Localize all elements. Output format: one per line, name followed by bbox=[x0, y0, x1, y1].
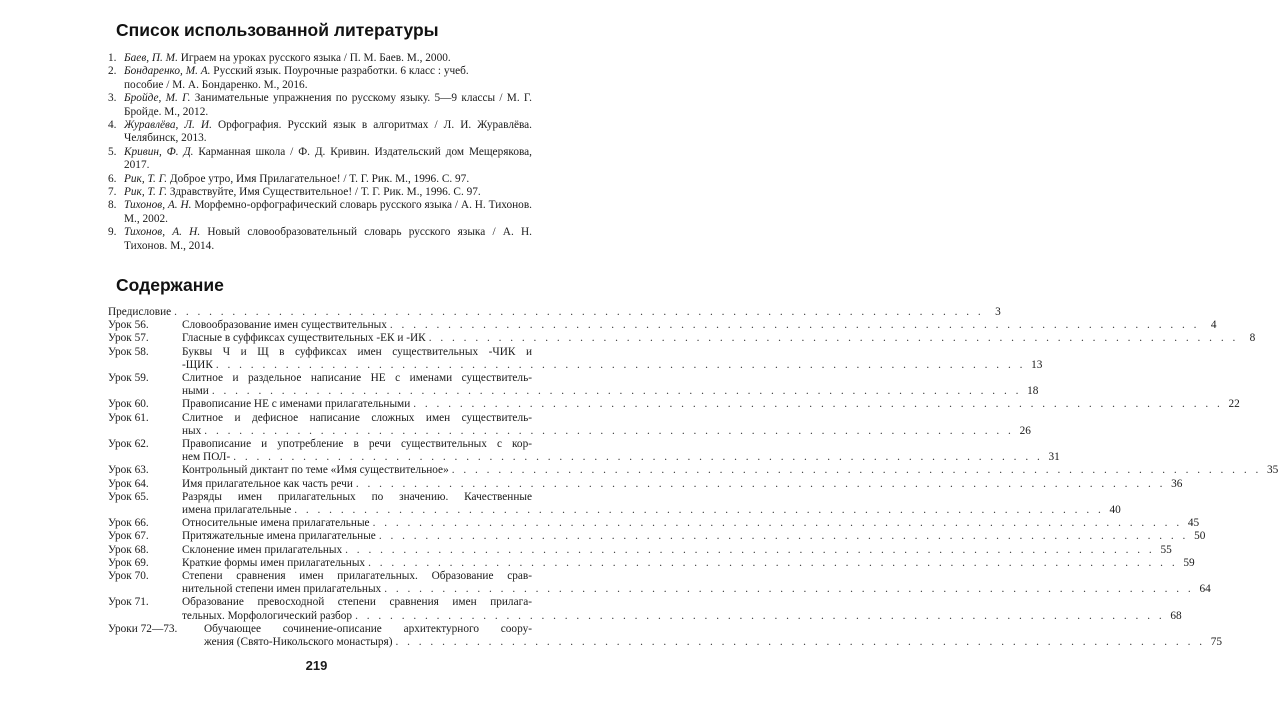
reference-author: Рик, Т. Г. bbox=[124, 186, 168, 199]
toc-row bbox=[108, 306, 1001, 319]
toc-line bbox=[204, 636, 1223, 649]
toc-lesson-label: Уроки 72—73. bbox=[108, 622, 178, 635]
toc-line bbox=[182, 517, 1200, 530]
toc-page-number: 40 bbox=[1109, 504, 1121, 517]
toc-row bbox=[108, 477, 1183, 491]
page-number: 219 bbox=[305, 658, 328, 673]
dot-leader: . . . . . . . . . . . . . . . . . . . . . . . . . . . . . . . . . . . . . . . . . . . . . . . . . . . . . . . . . . . . . . . . . . . . . . bbox=[389, 319, 1200, 332]
toc-entry-title: Разряды имен прилагательных по значению. Качественные bbox=[182, 490, 532, 503]
toc-lesson-label: Урок 61. bbox=[108, 411, 149, 424]
toc-entry-title: Имя прилагательное как часть речи bbox=[182, 477, 353, 490]
dot-leader: . . . . . . . . . . . . . . . . . . . . . . . . . . . . . . . . . . . . . . . . . . . . . . . . . . . . . . . . . . . . . . . . . . . . . . bbox=[174, 306, 984, 318]
reference-item bbox=[108, 199, 532, 226]
toc-row bbox=[108, 517, 1200, 530]
dot-leader: . . . . . . . . . . . . . . . . . . . . . . . . . . . . . . . . . . . . . . . . . . . . . . . . . . . . . . . . . . . . . . . . . . . . . . bbox=[428, 332, 1239, 345]
reference-item bbox=[108, 92, 532, 119]
toc-line bbox=[182, 424, 1031, 438]
reference-text bbox=[124, 226, 532, 253]
toc-page-number: 26 bbox=[1019, 424, 1031, 437]
toc-entry-title: Склонение имен прилагательных bbox=[182, 543, 343, 556]
toc-entry bbox=[182, 319, 1217, 332]
toc-page-number: 8 bbox=[1249, 332, 1256, 345]
dot-leader: . . . . . . . . . . . . . . . . . . . . . . . . . . . . . . . . . . . . . . . . . . . . . . . . . . . . . . . . . . . . . . . . . . . . . . bbox=[378, 530, 1189, 543]
toc-line bbox=[182, 385, 1039, 398]
toc-entry bbox=[182, 490, 1121, 517]
toc-line bbox=[182, 543, 1172, 557]
toc-entry bbox=[108, 306, 1001, 319]
reference-line: Играем на уроках русского языка / П. М. Баев. М., 2000. bbox=[177, 52, 451, 64]
toc-line bbox=[182, 451, 1060, 464]
reference-author: Кривин, Ф. Д. bbox=[124, 145, 194, 158]
reference-author: Бройде, М. Г. bbox=[124, 92, 191, 105]
reference-number: 9. bbox=[108, 226, 117, 239]
toc-line bbox=[182, 477, 1183, 491]
toc-lesson-label: Урок 67. bbox=[108, 530, 149, 543]
dot-leader: . . . . . . . . . . . . . . . . . . . . . . . . . . . . . . . . . . . . . . . . . . . . . . . . . . . . . . . . . . . . . . . . . . . . . . bbox=[345, 543, 1155, 556]
toc-line bbox=[182, 319, 1217, 332]
toc-line bbox=[182, 438, 532, 451]
reference-item bbox=[108, 173, 532, 186]
toc-line bbox=[204, 623, 532, 636]
toc-row bbox=[108, 556, 1195, 570]
reference-number: 1. bbox=[108, 52, 117, 64]
toc-entry-title: Правописание и употребление в речи существительных с кор- bbox=[182, 438, 532, 451]
toc-page-number: 3 bbox=[995, 306, 1001, 318]
dot-leader: . . . . . . . . . . . . . . . . . . . . . . . . . . . . . . . . . . . . . . . . . . . . . . . . . . . . . . . . . . . . . . . . . . . . . . bbox=[204, 424, 1014, 437]
toc-row bbox=[108, 543, 1172, 557]
toc-entry bbox=[182, 438, 1060, 464]
reference-author: Журавлёва, Л. И. bbox=[124, 119, 212, 132]
toc-page-number: 50 bbox=[1194, 530, 1206, 543]
toc-row bbox=[108, 464, 1278, 477]
dot-leader: . . . . . . . . . . . . . . . . . . . . . . . . . . . . . . . . . . . . . . . . . . . . . . . . . . . . . . . . . . . . . . . . . . . . . . bbox=[372, 517, 1183, 530]
toc-page-number: 36 bbox=[1171, 477, 1183, 490]
dot-leader: . . . . . . . . . . . . . . . . . . . . . . . . . . . . . . . . . . . . . . . . . . . . . . . . . . . . . . . . . . . . . . . . . . . . . . bbox=[395, 636, 1206, 649]
toc-page-number: 4 bbox=[1210, 319, 1217, 332]
toc-page-number: 13 bbox=[1031, 358, 1043, 371]
toc-entry-title: Относительные имена прилагательные bbox=[182, 517, 370, 530]
reference-number: 4. bbox=[108, 119, 117, 132]
dot-leader: . . . . . . . . . . . . . . . . . . . . . . . . . . . . . . . . . . . . . . . . . . . . . . . . . . . . . . . . . . . . . . . . . . . . . . bbox=[215, 358, 1026, 371]
reference-line: Доброе утро, Имя Прилагательное! / Т. Г. Рик. М., 1996. С. 97. bbox=[167, 172, 470, 185]
toc-lesson-label: Урок 69. bbox=[108, 556, 149, 569]
reference-author: Баев, П. М. bbox=[124, 52, 178, 64]
reference-author: Тихонов, А. Н. bbox=[124, 226, 201, 239]
toc-entry bbox=[182, 570, 1211, 596]
dot-leader: . . . . . . . . . . . . . . . . . . . . . . . . . . . . . . . . . . . . . . . . . . . . . . . . . . . . . . . . . . . . . . . . . . . . . . bbox=[413, 398, 1223, 411]
dot-leader: . . . . . . . . . . . . . . . . . . . . . . . . . . . . . . . . . . . . . . . . . . . . . . . . . . . . . . . . . . . . . . . . . . . . . . bbox=[384, 583, 1194, 596]
reference-number: 2. bbox=[108, 65, 117, 78]
contents-title: Содержание bbox=[116, 275, 224, 295]
toc-row bbox=[108, 438, 1060, 464]
toc-entry-continuation: имена прилагательные bbox=[182, 504, 292, 517]
toc-line bbox=[182, 332, 1256, 345]
toc-row bbox=[108, 490, 1121, 517]
toc-entry bbox=[182, 477, 1183, 491]
toc-lesson-label: Урок 57. bbox=[108, 332, 149, 345]
reference-item bbox=[108, 119, 532, 146]
toc-line bbox=[182, 504, 1121, 517]
toc-page-number: 22 bbox=[1228, 398, 1240, 411]
dot-leader: . . . . . . . . . . . . . . . . . . . . . . . . . . . . . . . . . . . . . . . . . . . . . . . . . . . . . . . . . . . . . . . . . . . . . . bbox=[233, 451, 1043, 464]
toc-entry-title: Правописание НЕ с именами прилагательными bbox=[182, 398, 411, 411]
toc-line bbox=[182, 464, 1278, 477]
dot-leader: . . . . . . . . . . . . . . . . . . . . . . . . . . . . . . . . . . . . . . . . . . . . . . . . . . . . . . . . . . . . . . . . . . . . . . bbox=[368, 556, 1178, 569]
toc-row bbox=[108, 319, 1217, 332]
toc-line bbox=[182, 530, 1206, 543]
toc-line bbox=[182, 556, 1195, 570]
reference-text bbox=[124, 52, 532, 65]
reference-number: 6. bbox=[108, 172, 117, 185]
table-of-contents bbox=[108, 306, 1278, 649]
reference-text bbox=[124, 119, 532, 146]
dot-leader: . . . . . . . . . . . . . . . . . . . . . . . . . . . . . . . . . . . . . . . . . . . . . . . . . . . . . . . . . . . . . . . . . . . . . . bbox=[211, 385, 1022, 398]
toc-page-number: 55 bbox=[1160, 543, 1172, 556]
reference-line: Карманная школа / Ф. Д. Кривин. Издательский дом Мещерякова, 2017. bbox=[124, 145, 532, 172]
reference-line: пособие / М. А. Бондаренко. М., 2016. bbox=[124, 78, 308, 91]
reference-item bbox=[108, 146, 532, 173]
reference-author: Тихонов, А. Н. bbox=[124, 199, 192, 212]
reference-text bbox=[124, 199, 532, 226]
reference-line: Здравствуйте, Имя Существительное! / Т. Г. Рик. М., 1996. С. 97. bbox=[167, 186, 481, 199]
reference-author: Бондаренко, М. А. bbox=[124, 65, 211, 78]
toc-entry bbox=[182, 345, 1043, 372]
toc-entry bbox=[182, 411, 1031, 438]
toc-lesson-label: Урок 68. bbox=[108, 543, 149, 556]
reference-author: Рик, Т. Г. bbox=[124, 172, 168, 185]
reference-line: Русский язык. Поурочные разработки. 6 класс : учеб. bbox=[210, 65, 469, 78]
toc-lesson-label: Урок 62. bbox=[108, 438, 149, 451]
toc-lesson-label: Урок 58. bbox=[108, 345, 149, 358]
toc-entry bbox=[182, 398, 1240, 411]
toc-entry-title: Словообразование имен существительных bbox=[182, 319, 387, 332]
toc-lesson-label: Урок 59. bbox=[108, 372, 149, 385]
toc-lesson-label: Урок 60. bbox=[108, 398, 149, 411]
toc-page-number: 31 bbox=[1048, 451, 1060, 464]
toc-entry-title: Притяжательные имена прилагательные bbox=[182, 530, 376, 543]
bibliography-title: Список использованной литературы bbox=[116, 20, 439, 40]
reference-number: 3. bbox=[108, 92, 117, 105]
toc-entry-continuation: ными bbox=[182, 385, 209, 398]
toc-entry bbox=[182, 556, 1195, 570]
toc-lesson-label: Урок 63. bbox=[108, 464, 149, 477]
toc-entry-continuation: нем ПОЛ- bbox=[182, 451, 231, 464]
toc-line bbox=[182, 583, 1211, 596]
reference-number: 8. bbox=[108, 199, 117, 212]
reference-line: Занимательные упражнения по русскому языку. 5—9 классы / М. Г. Бройде. М., 2012. bbox=[124, 92, 532, 118]
toc-page-number: 68 bbox=[1170, 609, 1182, 622]
reference-line: Орфография. Русский язык в алгоритмах / Л. И. Журавлёва. Челябинск, 2013. bbox=[124, 119, 532, 145]
toc-entry-title: Буквы Ч и Щ в суффиксах имен существительных -ЧИК и bbox=[182, 345, 532, 358]
toc-line bbox=[182, 372, 532, 385]
toc-lesson-label: Урок 70. bbox=[108, 570, 149, 583]
dot-leader: . . . . . . . . . . . . . . . . . . . . . . . . . . . . . . . . . . . . . . . . . . . . . . . . . . . . . . . . . . . . . . . . . . . . . . bbox=[355, 477, 1166, 490]
toc-page-number: 75 bbox=[1210, 636, 1223, 649]
reference-item bbox=[108, 186, 532, 199]
toc-lesson-label: Урок 71. bbox=[108, 596, 149, 609]
toc-line bbox=[182, 609, 1182, 623]
toc-lesson-label: Урок 65. bbox=[108, 490, 149, 503]
toc-entry bbox=[182, 332, 1256, 345]
reference-number: 5. bbox=[108, 145, 117, 158]
reference-line: Новый словообразовательный словарь русского языка / А. Н. Тихонов. М., 2014. bbox=[124, 226, 532, 252]
toc-entry bbox=[182, 464, 1278, 477]
dot-leader: . . . . . . . . . . . . . . . . . . . . . . . . . . . . . . . . . . . . . . . . . . . . . . . . . . . . . . . . . . . . . . . . . . . . . . bbox=[451, 464, 1262, 477]
toc-line bbox=[182, 491, 532, 504]
reference-text bbox=[124, 173, 532, 186]
toc-entry bbox=[182, 372, 1039, 398]
toc-entry-title: Обучающее сочинение-описание архитектурного соору- bbox=[204, 622, 532, 635]
toc-entry-continuation: нительной степени имен прилагательных bbox=[182, 583, 382, 596]
bibliography-list bbox=[108, 52, 532, 253]
toc-entry bbox=[182, 543, 1172, 557]
toc-entry-continuation: тельных. Морфологический разбор bbox=[182, 609, 353, 622]
toc-line bbox=[182, 358, 1043, 372]
toc-entry-title: Слитное и дефисное написание сложных имен существитель- bbox=[182, 411, 532, 424]
toc-entry-continuation: жения (Свято-Никольского монастыря) bbox=[204, 636, 393, 649]
toc-row bbox=[108, 332, 1256, 345]
toc-row bbox=[108, 530, 1206, 543]
toc-page-number: 64 bbox=[1199, 583, 1211, 596]
toc-row bbox=[108, 398, 1240, 411]
toc-lesson-label: Урок 56. bbox=[108, 319, 149, 332]
toc-row bbox=[108, 622, 1223, 649]
toc-entry-continuation: ных bbox=[182, 424, 202, 437]
toc-entry-continuation: -ЩИК bbox=[182, 358, 213, 371]
reference-text bbox=[124, 146, 532, 173]
reference-item bbox=[108, 226, 532, 253]
toc-line bbox=[182, 596, 532, 609]
toc-row bbox=[108, 372, 1039, 398]
reference-item bbox=[108, 65, 532, 92]
toc-entry-title: Предисловие bbox=[108, 306, 172, 318]
toc-entry bbox=[182, 596, 1182, 622]
reference-line: Морфемно-орфографический словарь русского языка / А. Н. Тихонов. М., 2002. bbox=[124, 199, 532, 225]
toc-line bbox=[182, 412, 532, 425]
toc-page-number: 18 bbox=[1027, 385, 1039, 398]
reference-text bbox=[124, 65, 532, 92]
toc-page-number: 45 bbox=[1187, 517, 1200, 530]
toc-line bbox=[108, 306, 1001, 319]
toc-line bbox=[182, 570, 532, 583]
toc-lesson-label: Урок 66. bbox=[108, 517, 149, 530]
toc-entry bbox=[204, 622, 1223, 649]
toc-row bbox=[108, 570, 1211, 596]
toc-entry-title: Слитное и раздельное написание НЕ с именами существитель- bbox=[182, 372, 532, 385]
toc-page-number: 35 bbox=[1267, 464, 1278, 477]
toc-row bbox=[108, 596, 1182, 622]
toc-line bbox=[182, 346, 532, 359]
toc-entry-title: Гласные в суффиксах существительных -ЕК и -ИК bbox=[182, 332, 426, 345]
toc-lesson-label: Урок 64. bbox=[108, 477, 149, 490]
dot-leader: . . . . . . . . . . . . . . . . . . . . . . . . . . . . . . . . . . . . . . . . . . . . . . . . . . . . . . . . . . . . . . . . . . . . . . bbox=[294, 504, 1104, 517]
dot-leader: . . . . . . . . . . . . . . . . . . . . . . . . . . . . . . . . . . . . . . . . . . . . . . . . . . . . . . . . . . . . . . . . . . . . . . bbox=[355, 609, 1165, 622]
toc-row bbox=[108, 411, 1031, 438]
toc-entry-title: Краткие формы имен прилагательных bbox=[182, 556, 366, 569]
toc-entry-title: Степени сравнения имен прилагательных. Образование срав- bbox=[182, 570, 532, 583]
toc-entry bbox=[182, 530, 1206, 543]
toc-page-number: 59 bbox=[1183, 556, 1195, 569]
toc-entry bbox=[182, 517, 1200, 530]
toc-line bbox=[182, 398, 1240, 411]
toc-row bbox=[108, 345, 1043, 372]
toc-entry-title: Образование превосходной степени сравнения имен прилага- bbox=[182, 596, 532, 609]
reference-item bbox=[108, 52, 532, 65]
toc-entry-title: Контрольный диктант по теме «Имя существительное» bbox=[182, 464, 449, 477]
reference-text bbox=[124, 92, 532, 119]
reference-text bbox=[124, 186, 532, 199]
reference-number: 7. bbox=[108, 186, 117, 199]
